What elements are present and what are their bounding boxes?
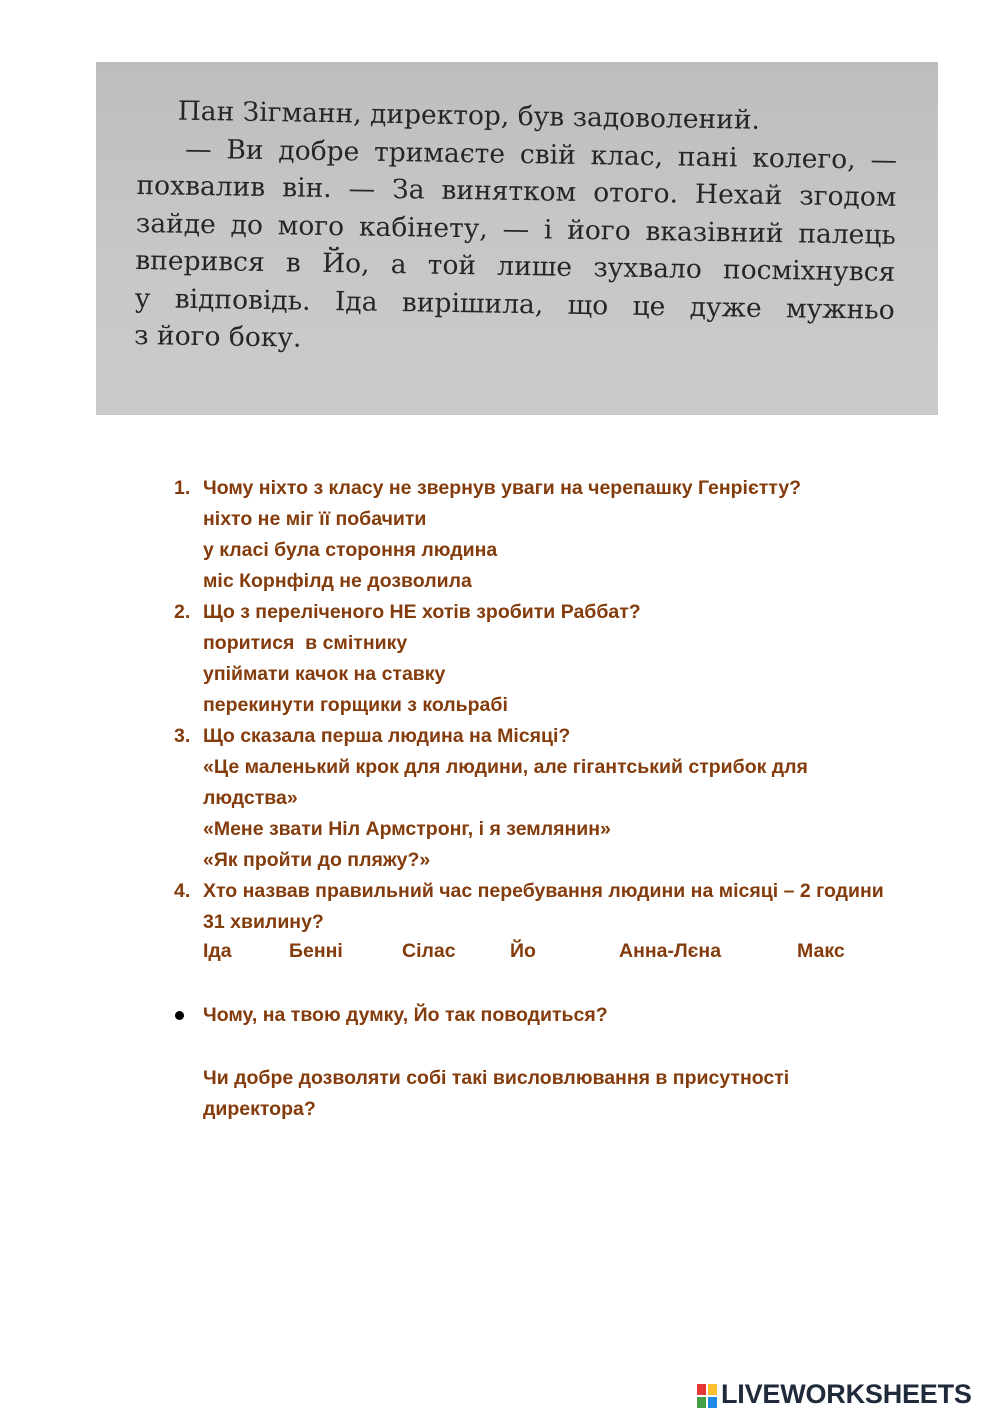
- answer-option[interactable]: упіймати качок на ставку: [203, 663, 446, 685]
- answer-option[interactable]: перекинути горщики з кольрабі: [203, 694, 508, 716]
- open-question: Чому, на твою думку, Йо так поводиться?: [203, 1004, 608, 1026]
- answer-option[interactable]: Іда: [203, 940, 232, 962]
- answer-option[interactable]: Йо: [510, 940, 536, 962]
- answer-option[interactable]: Сілас: [402, 940, 456, 962]
- answer-option[interactable]: Бенні: [289, 940, 343, 962]
- logo-icon: [697, 1384, 717, 1408]
- answer-option[interactable]: ніхто не міг її побачити: [203, 508, 427, 530]
- logo-text: LIVEWORKSHEETS: [721, 1379, 972, 1409]
- question-number: 1.: [174, 477, 191, 499]
- book-line: вперився в Йо, а той лише зухвало посміхнувся: [135, 244, 896, 288]
- answer-option-continued[interactable]: людства»: [203, 787, 298, 809]
- answer-option[interactable]: Макс: [797, 940, 845, 962]
- question-text: Хто назвав правильний час перебування людини на місяці – 2 години: [203, 880, 884, 902]
- answer-option[interactable]: «Це маленький крок для людини, але гігантський стрибок для: [203, 756, 808, 778]
- question-number: 2.: [174, 601, 191, 623]
- answer-option[interactable]: у класі була стороння людина: [203, 539, 498, 561]
- book-line: похвалив він. — За винятком отого. Нехай згодом: [136, 169, 897, 213]
- question-text: Що сказала перша людина на Місяці?: [203, 725, 571, 747]
- liveworksheets-logo: [697, 1379, 993, 1413]
- book-line: — Ви добре тримаєте свій клас, пані колего, —: [184, 133, 898, 176]
- open-question: директора?: [203, 1098, 316, 1120]
- answer-option[interactable]: «Як пройти до пляжу?»: [203, 849, 431, 871]
- bullet-icon: [175, 1011, 184, 1020]
- question-number: 3.: [174, 725, 191, 747]
- question-number: 4.: [174, 880, 191, 902]
- question-text: Чому ніхто з класу не звернув уваги на черепашку Генрієтту?: [203, 477, 802, 499]
- answer-option[interactable]: Анна-Лєна: [619, 940, 722, 962]
- answer-option[interactable]: «Мене звати Ніл Армстронг, і я землянин»: [203, 818, 611, 840]
- question-text: Що з переліченого НЕ хотів зробити Раббат?: [203, 601, 641, 623]
- book-line: у відповідь. Іда вирішила, що це дуже мужньо: [134, 282, 895, 326]
- answer-option[interactable]: міс Корнфілд не дозволила: [203, 570, 472, 592]
- book-line: з його боку.: [133, 319, 302, 354]
- question-text: 31 хвилину?: [203, 911, 324, 933]
- answer-option[interactable]: поритися в смітнику: [203, 632, 408, 654]
- book-line: зайде до мого кабінету, — і його вказівний палець: [135, 207, 897, 251]
- answer-options-row: [0, 940, 1000, 966]
- book-line: Пан Зігманн, директор, був задоволений.: [177, 95, 761, 136]
- open-question: Чи добре дозволяти собі такі висловлювання в присутності: [203, 1067, 790, 1089]
